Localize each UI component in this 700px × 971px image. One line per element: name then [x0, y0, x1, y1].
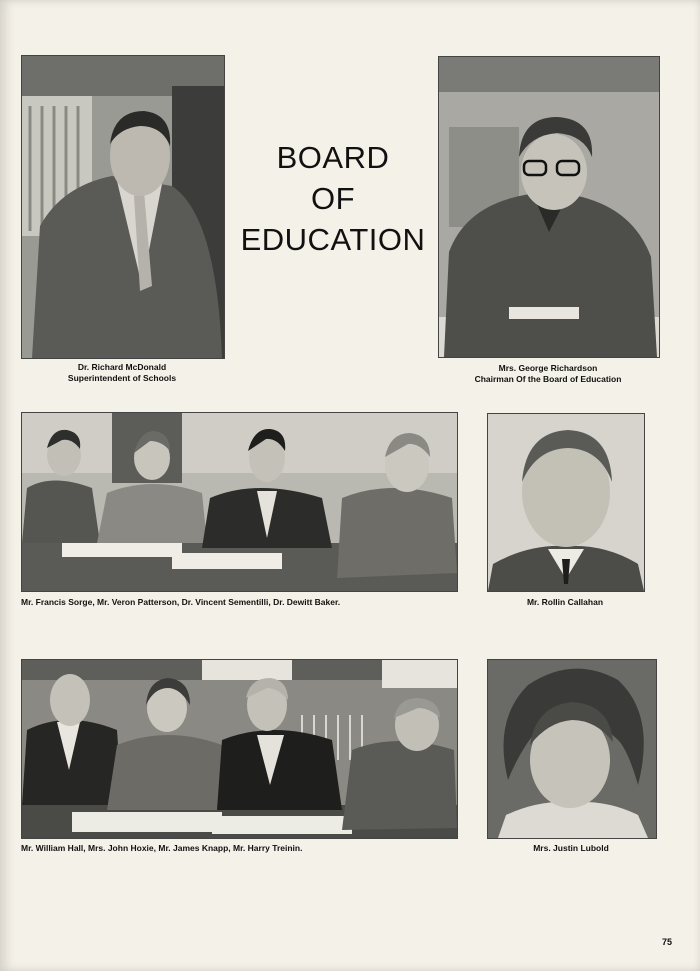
caption-mcdonald	[21, 362, 223, 384]
photo-callahan	[487, 413, 645, 592]
title-line-education: EDUCATION	[240, 222, 426, 257]
page-number: 75	[662, 937, 673, 947]
caption-richardson-name: Mrs. George Richardson	[498, 363, 598, 373]
caption-group-2: Mr. William Hall, Mrs. John Hoxie, Mr. James Knapp, Mr. Harry Treinin.	[21, 843, 303, 853]
caption-group-1: Mr. Francis Sorge, Mr. Veron Patterson, Dr. Vincent Sementilli, Dr. Dewitt Baker.	[21, 597, 341, 607]
caption-mcdonald-name: Dr. Richard McDonald	[77, 362, 167, 372]
photo-group-2	[21, 659, 458, 839]
title-line-of: OF	[310, 181, 356, 216]
photo-lubold	[487, 659, 657, 839]
caption-richardson-title: Chairman Of the Board of Education	[474, 374, 622, 384]
caption-callahan: Mr. Rollin Callahan	[526, 597, 604, 607]
photo-mcdonald	[21, 55, 225, 359]
caption-richardson	[438, 363, 658, 385]
caption-lubold: Mrs. Justin Lubold	[533, 843, 609, 853]
title-line-board: BOARD	[276, 140, 390, 175]
photo-richardson	[438, 56, 660, 358]
photo-group-1	[21, 412, 458, 592]
page-title	[228, 137, 438, 260]
caption-mcdonald-title: Superintendent of Schools	[67, 373, 177, 383]
